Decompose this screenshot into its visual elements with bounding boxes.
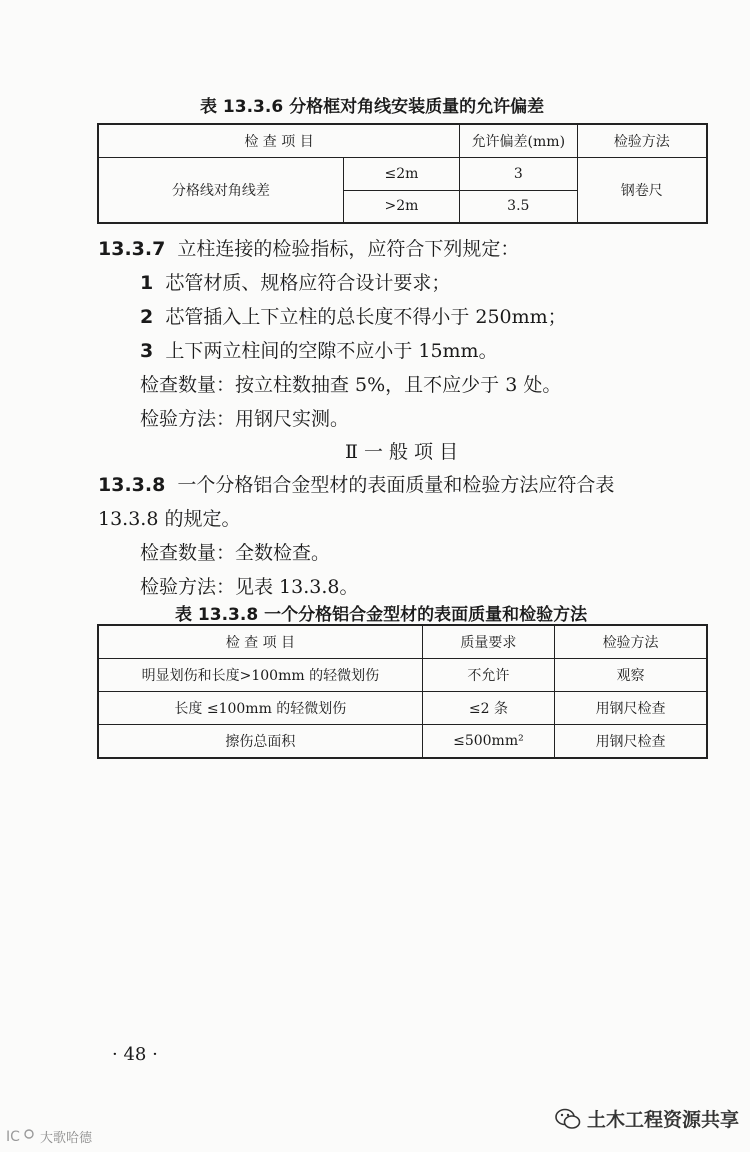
- inspection-method: 检验方法：用钢尺实测。: [140, 408, 350, 430]
- clause-text: 一个分格铝合金型材的表面质量和检验方法应符合表: [177, 474, 615, 496]
- inspection-method: 检验方法：见表 13.3.8。: [140, 576, 359, 598]
- table2-header-item: 检 查 项 目: [98, 625, 422, 658]
- table1-header-tolerance: 允许偏差(mm): [460, 124, 578, 157]
- table1-value-cell: 3: [460, 157, 578, 190]
- table-row: [98, 691, 707, 724]
- table-cell: 观察: [555, 658, 707, 691]
- table-row: [98, 658, 707, 691]
- clause-text: 立柱连接的检验指标，应符合下列规定：: [177, 238, 520, 260]
- list-item-text: 芯管材质、规格应符合设计要求；: [165, 272, 451, 294]
- table-13-3-6: [97, 123, 708, 224]
- inspection-quantity: 检查数量：全数检查。: [140, 542, 331, 564]
- list-item-number: 3: [140, 340, 154, 362]
- table-cell: 不允许: [422, 658, 554, 691]
- wechat-icon: [555, 1108, 581, 1130]
- list-item: [140, 302, 567, 329]
- table2-header-method: 检验方法: [555, 625, 707, 658]
- watermark-left-text: 大歌哈德: [40, 1130, 93, 1146]
- watermark-text: 土木工程资源共享: [587, 1109, 740, 1131]
- list-item-text: 芯管插入上下立柱的总长度不得小于 250mm；: [165, 306, 567, 328]
- watermark-left: [6, 1126, 92, 1146]
- logo-icon: [6, 1126, 36, 1146]
- clause-13-3-7: [98, 234, 519, 261]
- inspection-quantity: 检查数量：按立柱数抽查 5%，且不应少于 3 处。: [140, 374, 562, 396]
- clause-text-continued: 13.3.8 的规定。: [98, 508, 241, 530]
- list-item: [140, 268, 450, 295]
- watermark-right: [555, 1105, 739, 1132]
- table1-item-cell: 分格线对角线差: [98, 157, 343, 223]
- table1-header-item: 检 查 项 目: [98, 124, 460, 157]
- table1-cond-cell: >2m: [343, 190, 459, 223]
- svg-text:IC: IC: [6, 1129, 20, 1145]
- table-cell: ≤500mm²: [422, 724, 554, 758]
- clause-number: 13.3.7: [98, 238, 166, 260]
- table-cell: 用钢尺检查: [555, 724, 707, 758]
- table-13-3-8-caption: 表 13.3.8 一个分格铝合金型材的表面质量和检验方法: [175, 605, 588, 625]
- table-cell: 用钢尺检查: [555, 691, 707, 724]
- page-number: · 48 ·: [112, 1044, 158, 1065]
- table2-header-quality: 质量要求: [422, 625, 554, 658]
- table1-method-cell: 钢卷尺: [577, 157, 707, 223]
- table-cell: 长度 ≤100mm 的轻微划伤: [98, 691, 422, 724]
- table-row: [98, 724, 707, 758]
- table1-header-method: 检验方法: [577, 124, 707, 157]
- clause-13-3-8: [98, 470, 614, 497]
- clause-number: 13.3.8: [98, 474, 166, 496]
- table-cell: ≤2 条: [422, 691, 554, 724]
- list-item-number: 1: [140, 272, 154, 294]
- table-13-3-8: [97, 624, 708, 759]
- table-13-3-6-caption: 表 13.3.6 分格框对角线安装质量的允许偏差: [200, 97, 545, 117]
- table-cell: 擦伤总面积: [98, 724, 422, 758]
- table1-value-cell: 3.5: [460, 190, 578, 223]
- list-item-number: 2: [140, 306, 154, 328]
- list-item-text: 上下两立柱间的空隙不应小于 15mm。: [165, 340, 498, 362]
- table1-cond-cell: ≤2m: [343, 157, 459, 190]
- list-item: [140, 336, 498, 363]
- table-cell: 明显划伤和长度>100mm 的轻微划伤: [98, 658, 422, 691]
- section-heading: Ⅱ 一 般 项 目: [345, 441, 459, 463]
